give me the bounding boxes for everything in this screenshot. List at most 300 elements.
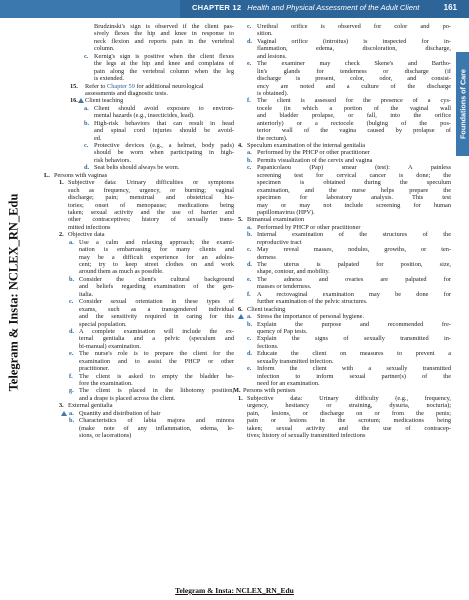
text-line-content bbox=[257, 68, 451, 75]
text-line-content bbox=[94, 164, 234, 171]
text-line-content bbox=[257, 328, 451, 335]
section-side-tab-label: Foundations of Care bbox=[458, 69, 468, 139]
list-marker: 1. bbox=[59, 179, 64, 187]
side-watermark-text: Telegram & Insta: NCLEX_RN_Edu bbox=[6, 193, 21, 392]
text-line bbox=[243, 425, 451, 432]
text-line-body: further examination of the pelvic structures. bbox=[257, 298, 368, 306]
text-line-body: Client teaching bbox=[247, 305, 286, 313]
text-line bbox=[22, 298, 234, 305]
text-line-body: May reveal masses, nodules, growths, or ten- bbox=[257, 246, 451, 254]
text-line bbox=[243, 254, 451, 261]
text-line-content bbox=[257, 194, 451, 201]
text-line bbox=[22, 90, 234, 97]
text-line-body: may or may not include screening for human bbox=[257, 201, 451, 209]
text-line bbox=[22, 142, 234, 149]
text-line-content bbox=[257, 268, 451, 275]
text-line-body: Consider sexual orientation in these types of bbox=[79, 298, 234, 306]
text-line-content bbox=[257, 343, 451, 350]
text-line-body: and beliefs regarding examination of the gen- bbox=[79, 283, 234, 291]
text-line bbox=[22, 149, 234, 156]
text-line bbox=[22, 172, 234, 179]
text-line bbox=[238, 216, 451, 224]
text-line bbox=[243, 358, 451, 365]
text-line bbox=[243, 365, 451, 372]
text-line bbox=[22, 53, 234, 60]
text-line-body: column. bbox=[94, 45, 115, 53]
text-line bbox=[22, 425, 234, 432]
text-line-content bbox=[243, 387, 451, 394]
list-marker: 6. bbox=[238, 305, 243, 313]
text-line-body: Bimanual examination bbox=[247, 216, 305, 224]
text-line bbox=[22, 97, 234, 104]
list-marker: f. bbox=[247, 290, 251, 298]
text-line-body: tives; history of sexually transmitted infections bbox=[247, 432, 366, 440]
list-marker: 4. bbox=[238, 142, 243, 149]
text-line bbox=[22, 402, 234, 409]
text-line-content bbox=[257, 254, 451, 261]
text-line-body: sions, or lacerations) bbox=[79, 432, 132, 440]
text-line-body: Explain the signs of sexually transmitted in- bbox=[257, 335, 451, 343]
text-line-body: special population. bbox=[79, 320, 127, 328]
text-line-content bbox=[257, 164, 451, 171]
text-line-content bbox=[79, 365, 234, 372]
text-line-content bbox=[94, 157, 234, 164]
text-line bbox=[243, 83, 451, 90]
text-line-body: sition. bbox=[257, 30, 273, 38]
text-line bbox=[243, 202, 451, 209]
text-line bbox=[243, 380, 451, 387]
text-line-content bbox=[79, 373, 234, 380]
text-line-body: The examiner may check Skene's and Bartho- bbox=[257, 60, 451, 68]
text-line-content bbox=[247, 216, 451, 223]
list-marker: f. bbox=[69, 372, 73, 380]
text-line-content bbox=[94, 60, 234, 67]
text-line-content bbox=[94, 149, 234, 156]
text-line bbox=[22, 38, 234, 45]
text-line-body: A complete examination will include the ex- bbox=[79, 327, 234, 335]
text-line bbox=[22, 313, 234, 320]
text-line bbox=[22, 112, 234, 119]
text-line-content bbox=[79, 313, 234, 320]
text-line-content bbox=[94, 23, 234, 30]
list-marker: e. bbox=[247, 275, 252, 283]
text-line-body: High-risk behaviors that can result in head bbox=[94, 119, 234, 127]
text-line bbox=[243, 261, 451, 268]
text-line bbox=[243, 45, 451, 52]
text-line-body: mitted infections bbox=[68, 223, 111, 231]
text-line bbox=[22, 306, 234, 313]
list-marker: g. bbox=[69, 387, 74, 395]
text-line bbox=[233, 387, 451, 395]
text-line-body: Kernig's sign is positive when the client flexes bbox=[94, 52, 234, 60]
text-line-body: specimen is obtained during the speculum bbox=[257, 179, 451, 187]
text-line-content bbox=[257, 172, 451, 179]
text-line-body: masses or tenderness. bbox=[257, 283, 312, 291]
text-line bbox=[22, 432, 234, 439]
text-line-content bbox=[79, 261, 234, 268]
list-marker: d. bbox=[247, 350, 253, 358]
text-line-content bbox=[94, 127, 234, 134]
list-marker: b. bbox=[84, 119, 90, 127]
text-line-content bbox=[257, 298, 451, 305]
priority-triangle-icon bbox=[61, 411, 67, 416]
text-line bbox=[22, 135, 234, 142]
list-marker: a. bbox=[247, 149, 252, 157]
text-line-content bbox=[94, 45, 234, 52]
list-marker: 1. bbox=[238, 394, 243, 402]
text-line bbox=[243, 298, 451, 305]
text-line-body: shape, contour, and mobility. bbox=[257, 268, 330, 276]
text-line-content bbox=[257, 187, 451, 194]
text-line bbox=[22, 60, 234, 67]
text-line-content bbox=[247, 306, 451, 313]
list-marker: c. bbox=[84, 52, 89, 60]
text-line-body: Educate the client on measures to prevent a bbox=[257, 350, 451, 358]
text-line-content bbox=[257, 75, 451, 82]
text-line-body: around them as much as possible. bbox=[79, 268, 164, 276]
list-marker: d. bbox=[247, 37, 253, 45]
text-line-content bbox=[79, 306, 234, 313]
text-line-content bbox=[79, 283, 234, 290]
text-line-body: Protective devices (e.g., a helmet, body pads) bbox=[94, 142, 234, 149]
text-line-content bbox=[54, 172, 234, 179]
text-line-body: discharge is present, color, odor, and consist- bbox=[257, 75, 451, 83]
text-line bbox=[243, 321, 451, 328]
text-line-body: neck flexion and reports pain in the vertebral bbox=[94, 37, 234, 45]
text-line bbox=[243, 23, 451, 30]
section-side-tab bbox=[456, 52, 469, 156]
text-line-body: mental hazards (e.g., insecticides, lead). bbox=[94, 112, 195, 120]
text-line-body: infection to inform sexual partner(s) of the bbox=[257, 372, 451, 380]
text-line-content bbox=[79, 298, 234, 305]
text-line-body: The client is placed in the lithotomy position, bbox=[79, 387, 234, 395]
text-line bbox=[243, 172, 451, 179]
text-line-body: italia. bbox=[79, 290, 94, 298]
page-number: 161 bbox=[443, 3, 457, 12]
list-marker: 3. bbox=[59, 402, 64, 410]
text-line bbox=[22, 83, 234, 90]
text-line-body: Performed by the PHCP or other practitioner bbox=[257, 149, 370, 157]
text-line-content bbox=[79, 254, 234, 261]
text-line bbox=[22, 127, 234, 134]
text-line-body: Persons with penises bbox=[243, 387, 296, 395]
text-line-body: and bladder prolapse, or fall, into the orifice bbox=[257, 112, 451, 120]
text-line-body: taken; sexual activity and the use of contracep- bbox=[247, 424, 451, 432]
text-line-body: and spinal cord injuries should be avoid- bbox=[94, 127, 234, 135]
list-marker: b. bbox=[247, 231, 253, 239]
list-marker: d. bbox=[84, 164, 90, 172]
text-line-content bbox=[79, 410, 234, 417]
text-line-content bbox=[79, 268, 234, 275]
text-line-body: sexually transmitted infection. bbox=[257, 357, 334, 365]
text-line-content bbox=[94, 120, 234, 127]
text-line bbox=[243, 276, 451, 283]
text-line bbox=[243, 239, 451, 246]
text-line bbox=[243, 209, 451, 216]
text-line-body: fections. bbox=[257, 342, 279, 350]
left-column bbox=[22, 23, 234, 440]
text-line bbox=[243, 38, 451, 45]
list-marker: a. bbox=[247, 223, 252, 231]
running-head bbox=[192, 3, 419, 12]
list-marker: M. bbox=[233, 387, 241, 395]
text-line-body: Speculum examination of the internal genitalia bbox=[247, 142, 366, 149]
text-line-body: terior wall of the vagina caused by prolapse of bbox=[257, 127, 451, 135]
text-line bbox=[243, 417, 451, 424]
text-line-content bbox=[85, 97, 234, 104]
text-line-body: Persons with vaginas bbox=[54, 171, 108, 179]
text-line-content bbox=[257, 23, 451, 30]
text-line bbox=[22, 276, 234, 283]
text-line-body: pain along the vertebral column when the leg bbox=[94, 67, 234, 75]
text-line-content bbox=[68, 402, 234, 409]
text-line bbox=[243, 246, 451, 253]
text-line-content bbox=[257, 358, 451, 365]
list-marker: c. bbox=[247, 246, 252, 254]
text-line-content bbox=[68, 187, 234, 194]
text-line-content bbox=[257, 83, 451, 90]
list-marker: L. bbox=[44, 171, 50, 179]
text-line-content bbox=[247, 402, 451, 409]
text-line-content bbox=[247, 425, 451, 432]
text-line-content bbox=[79, 291, 234, 298]
text-line-content bbox=[79, 380, 234, 387]
text-line-body: Use a calm and relaxing approach; the exami- bbox=[79, 238, 234, 246]
text-line-content bbox=[79, 343, 234, 350]
text-line-content bbox=[79, 328, 234, 335]
text-line-body: and a drape is placed across the client. bbox=[79, 394, 176, 402]
text-line-body: Papanicolaou (Pap) smear (test): A painless bbox=[257, 164, 451, 172]
text-line bbox=[22, 105, 234, 112]
text-line-content bbox=[257, 105, 451, 112]
list-marker: b. bbox=[69, 417, 75, 425]
text-line bbox=[22, 365, 234, 372]
text-line-body: Seat belts should always be worn. bbox=[94, 164, 180, 172]
text-line-content bbox=[257, 291, 451, 298]
text-line bbox=[22, 417, 234, 424]
text-line-content bbox=[79, 246, 234, 253]
text-line-content bbox=[247, 432, 451, 439]
text-line bbox=[22, 68, 234, 75]
text-line-body: tocele (in which a portion of the vaginal wall bbox=[257, 104, 451, 112]
text-line-content bbox=[257, 276, 451, 283]
text-line-body: sively flexes the hip and knee in response to bbox=[94, 30, 234, 38]
text-line-body: quency of Pap tests. bbox=[257, 327, 308, 335]
text-line bbox=[22, 380, 234, 387]
text-line-content bbox=[257, 127, 451, 134]
text-line-content bbox=[68, 209, 234, 216]
text-line-body: other contraceptives; history of sexually trans- bbox=[68, 216, 234, 224]
text-line bbox=[243, 343, 451, 350]
text-line bbox=[22, 23, 234, 30]
text-line-body: Explain the purpose and recommended fre- bbox=[257, 320, 451, 328]
text-line-body: External genitalia bbox=[68, 402, 113, 410]
text-line-body: may be a difficult experience for an adoles- bbox=[79, 253, 234, 261]
text-line bbox=[243, 328, 451, 335]
text-line-body: tories; onset of menopause; medications being bbox=[68, 201, 234, 209]
text-line-content bbox=[79, 276, 234, 283]
text-line-content bbox=[257, 224, 451, 231]
text-line bbox=[243, 179, 451, 186]
chapter-link[interactable]: Chapter 59 bbox=[107, 82, 135, 90]
text-line-body: Characteristics of labia majora and minora bbox=[79, 417, 234, 425]
text-line-body: papillomavirus (HPV). bbox=[257, 208, 315, 216]
text-line-body: flammation, edema, discoloration, discharge, bbox=[257, 45, 451, 53]
text-line bbox=[22, 395, 234, 402]
list-marker: a. bbox=[247, 313, 252, 321]
text-line bbox=[238, 305, 451, 313]
text-line bbox=[243, 53, 451, 60]
text-line-body: need for an examination. bbox=[257, 380, 320, 387]
text-line-body: assessments and diagnostic tests. bbox=[85, 89, 168, 97]
text-line-content bbox=[257, 380, 451, 387]
list-marker: 5. bbox=[238, 216, 243, 224]
text-line bbox=[243, 268, 451, 275]
text-line bbox=[243, 432, 451, 439]
text-line bbox=[22, 387, 234, 394]
text-line bbox=[22, 410, 234, 417]
text-line bbox=[22, 202, 234, 209]
text-line-body: is obtained). bbox=[257, 89, 289, 97]
text-line-body: should be worn when participating in high- bbox=[94, 149, 234, 157]
text-line-content bbox=[257, 202, 451, 209]
text-line-content bbox=[257, 246, 451, 253]
text-line-content bbox=[257, 283, 451, 290]
text-line-body: and lesions. bbox=[257, 52, 287, 60]
text-line-body: Client teaching bbox=[85, 97, 124, 105]
text-line bbox=[22, 358, 234, 365]
list-marker: e. bbox=[69, 350, 74, 358]
text-line-content bbox=[257, 239, 451, 246]
text-line-content bbox=[94, 105, 234, 112]
list-marker: f. bbox=[247, 97, 251, 105]
list-marker: c. bbox=[247, 23, 252, 30]
text-line-body: The uterus is palpated for position, size, bbox=[257, 261, 451, 268]
text-line bbox=[238, 394, 451, 402]
text-line bbox=[22, 231, 234, 238]
text-line-body: Consider the client's cultural background bbox=[79, 275, 234, 283]
text-line-content bbox=[79, 425, 234, 432]
text-line-tail: for additional neurological bbox=[136, 82, 204, 90]
text-line-content bbox=[68, 194, 234, 201]
text-line-content bbox=[94, 135, 234, 142]
text-line-content bbox=[79, 387, 234, 394]
text-line-body: pain or lesions in the scrotum; medications being bbox=[247, 417, 451, 425]
text-line bbox=[22, 350, 234, 357]
text-line bbox=[243, 60, 451, 67]
text-line-body: Internal examination of the structures of the bbox=[257, 231, 451, 239]
text-line-body: Objective data bbox=[68, 231, 105, 239]
text-line-content bbox=[247, 142, 451, 149]
text-line bbox=[22, 261, 234, 268]
text-line bbox=[22, 187, 234, 194]
text-line bbox=[243, 149, 451, 156]
list-marker: c. bbox=[247, 164, 252, 172]
text-line bbox=[243, 410, 451, 417]
text-line-body: specimen for laboratory analysis. This test bbox=[257, 194, 451, 202]
list-marker: c. bbox=[84, 142, 89, 149]
text-line bbox=[22, 254, 234, 261]
text-line-content bbox=[257, 373, 451, 380]
text-line-content bbox=[94, 142, 234, 149]
list-marker: c. bbox=[247, 335, 252, 343]
list-marker: 16. bbox=[70, 97, 78, 105]
text-line bbox=[238, 142, 451, 149]
text-line bbox=[22, 239, 234, 246]
text-line-body: Subjective data: Urinary difficulties or symptoms bbox=[68, 179, 234, 187]
text-line-body: The adnexa and ovaries are palpated for bbox=[257, 275, 451, 283]
text-line-content bbox=[68, 216, 234, 223]
list-marker: d. bbox=[69, 327, 75, 335]
text-line-body: examination, and the nurse helps prepare the bbox=[257, 186, 451, 194]
text-line-body: derness bbox=[257, 253, 276, 261]
text-line bbox=[22, 216, 234, 223]
text-line-body: practitioner. bbox=[79, 365, 110, 373]
list-marker: e. bbox=[247, 365, 252, 373]
text-line-body: taken; sexual activity and the use of barrier and bbox=[68, 208, 234, 216]
text-line-content bbox=[68, 224, 234, 231]
text-line-body: such as frequency, urgency, or burning; vaginal bbox=[68, 186, 234, 194]
text-line-content bbox=[257, 321, 451, 328]
text-line bbox=[22, 75, 234, 82]
text-line bbox=[243, 90, 451, 97]
list-marker: d. bbox=[247, 261, 253, 268]
text-line-content bbox=[257, 231, 451, 238]
text-line bbox=[243, 187, 451, 194]
text-line bbox=[243, 120, 451, 127]
list-marker: b. bbox=[247, 320, 253, 328]
text-line-content bbox=[257, 60, 451, 67]
text-line-content bbox=[257, 135, 451, 142]
text-line bbox=[243, 157, 451, 164]
text-line bbox=[243, 231, 451, 238]
text-line-content bbox=[257, 179, 451, 186]
text-line-content bbox=[257, 45, 451, 52]
text-line-body: Quantity and distribution of hair bbox=[79, 409, 161, 417]
text-line-body: reproductive tract bbox=[257, 238, 302, 246]
text-line-body: ternal genitalia and a pelvic (speculum and bbox=[79, 335, 234, 343]
text-line-content bbox=[85, 83, 234, 90]
text-line bbox=[22, 224, 234, 231]
text-line-body: Vaginal orifice (introitus) is inspected for in- bbox=[257, 37, 451, 45]
text-line-content bbox=[79, 350, 234, 357]
text-line-content bbox=[94, 30, 234, 37]
text-line bbox=[22, 246, 234, 253]
text-line-content bbox=[257, 365, 451, 372]
text-line-content bbox=[257, 335, 451, 342]
text-line bbox=[243, 224, 451, 231]
text-line-body: (make note of any inflammation, edema, le- bbox=[79, 424, 234, 432]
text-line-body: urgency, hesitancy or straining, dysuria, nocturia); bbox=[247, 402, 451, 410]
list-marker: 15. bbox=[70, 82, 78, 90]
text-line-content bbox=[247, 395, 451, 402]
text-line bbox=[22, 179, 234, 186]
text-line bbox=[243, 335, 451, 342]
text-line-body: nation is embarrassing for many clients and bbox=[79, 246, 234, 254]
text-line-body: ency are noted and a culture of the discharge bbox=[257, 82, 451, 90]
text-line bbox=[243, 283, 451, 290]
text-line-body: Permits visualization of the cervix and vagina bbox=[257, 156, 373, 164]
text-line-content bbox=[257, 120, 451, 127]
text-line bbox=[243, 194, 451, 201]
text-line-content bbox=[79, 239, 234, 246]
list-marker: e. bbox=[247, 60, 252, 68]
text-line bbox=[243, 68, 451, 75]
text-line bbox=[22, 120, 234, 127]
text-line-content bbox=[79, 395, 234, 402]
text-line-body: Performed by PHCP or other practitioner bbox=[257, 223, 361, 231]
text-line bbox=[243, 313, 451, 320]
